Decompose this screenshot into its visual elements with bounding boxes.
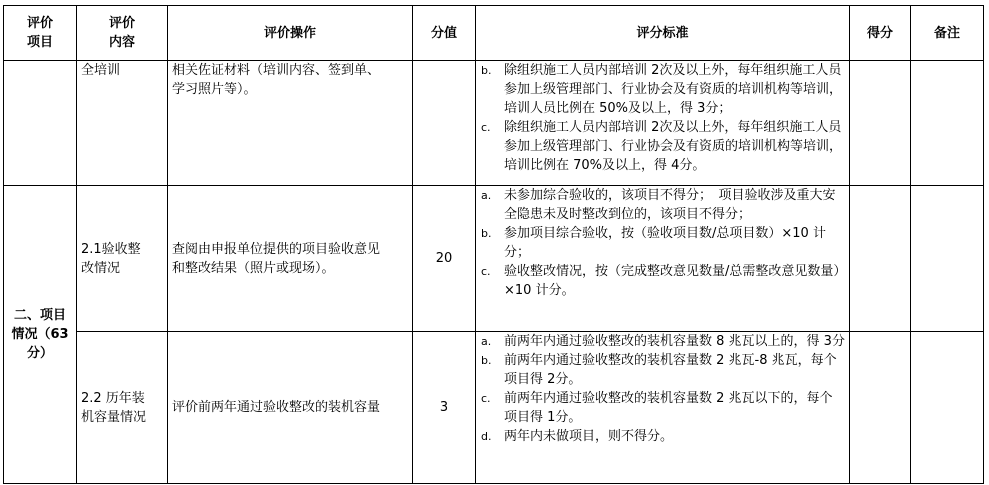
- score-cell: [413, 61, 476, 186]
- content-cell: 2.2 历年装 机容量情况: [77, 332, 168, 484]
- header-content: 评价 内容: [77, 6, 168, 61]
- operation-cell: 查阅由申报单位提供的项目验收意见 和整改结果（照片或现场）。: [168, 186, 413, 332]
- note-cell: [911, 61, 984, 186]
- criteria-cell: [476, 186, 850, 332]
- note-cell: [911, 332, 984, 484]
- evaluation-table: [3, 5, 984, 484]
- criteria-item: c. 前两年内通过验收整改的装机容量数 2 兆瓦以下的，每个项目得 1分。: [481, 391, 833, 425]
- content-cell: 2.1验收整 改情况: [77, 186, 168, 332]
- criteria-item: b. 除组织施工人员内部培训 2次及以上外，每年组织施工人员参加上级管理部门、行业协会及有资质的培训机构等培训，培训人员比例在 50%及以上，得 3分；: [481, 63, 843, 116]
- table-row: [4, 61, 984, 186]
- header-project: 评价 项目: [4, 6, 77, 61]
- content-cell: 全培训: [77, 61, 168, 186]
- operation-cell: 评价前两年通过验收整改的装机容量: [168, 332, 413, 484]
- header-got: 得分: [850, 6, 911, 61]
- criteria-item: b. 参加项目综合验收，按（验收项目数/总项目数）×10 计分；: [481, 226, 826, 260]
- header-note: 备注: [911, 6, 984, 61]
- got-cell: [850, 332, 911, 484]
- header-criteria: 评分标准: [476, 6, 850, 61]
- header-row: [4, 6, 984, 61]
- got-cell: [850, 186, 911, 332]
- project-cell: 二、项目 情况（63 分）: [4, 186, 77, 484]
- header-score: 分值: [413, 6, 476, 61]
- got-cell: [850, 61, 911, 186]
- criteria-list: [476, 61, 849, 175]
- criteria-list: [476, 186, 849, 300]
- table-row: [4, 186, 984, 332]
- note-cell: [911, 186, 984, 332]
- project-cell: [4, 61, 77, 186]
- header-operation: 评价操作: [168, 6, 413, 61]
- criteria-item: d. 两年内未做项目，则不得分。: [481, 429, 674, 444]
- score-cell: 3: [413, 332, 476, 484]
- criteria-item: a. 前两年内通过验收整改的装机容量数 8 兆瓦以上的，得 3分: [481, 334, 845, 349]
- table-row: [4, 332, 984, 484]
- criteria-item: a. 未参加综合验收的，该项目不得分； 项目验收涉及重大安全隐患未及时整改到位的，该项目不得分；: [481, 188, 836, 222]
- criteria-cell: [476, 332, 850, 484]
- score-cell: 20: [413, 186, 476, 332]
- criteria-list: [476, 332, 849, 446]
- criteria-item: b. 前两年内通过验收整改的装机容量数 2 兆瓦-8 兆瓦，每个项目得 2分。: [481, 353, 837, 387]
- criteria-item: c. 验收整改情况，按（完成整改意见数量/总需整改意见数量）×10 计分。: [481, 264, 840, 298]
- criteria-cell: [476, 61, 850, 186]
- criteria-item: c. 除组织施工人员内部培训 2次及以上外，每年组织施工人员参加上级管理部门、行业协会及有资质的培训机构等培训，培训比例在 70%及以上，得 4分。: [481, 120, 843, 173]
- operation-cell: 相关佐证材料（培训内容、签到单、 学习照片等）。: [168, 61, 413, 186]
